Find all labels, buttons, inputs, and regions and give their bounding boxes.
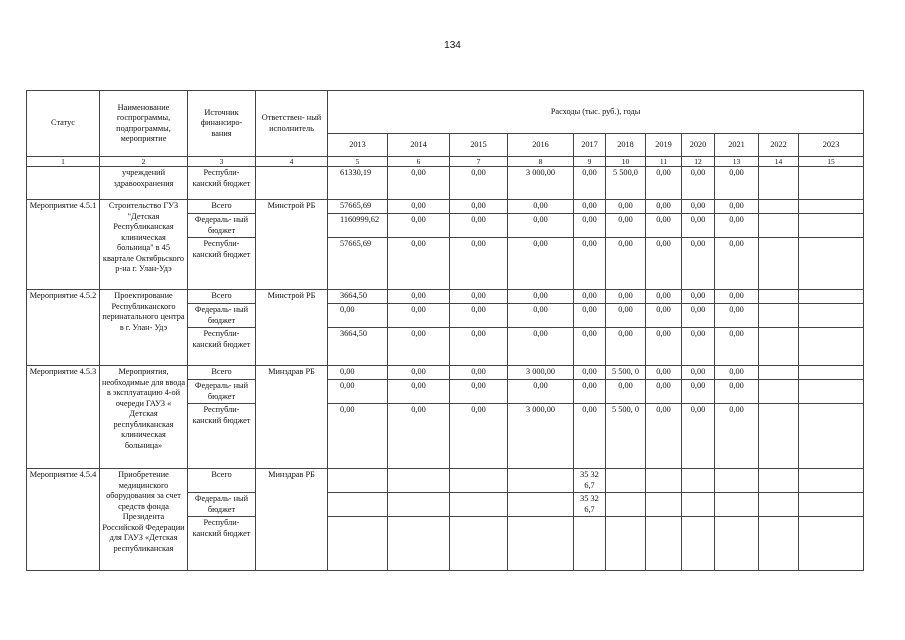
name-cell: учреждений здравоохранения [100,167,188,200]
column-number: 7 [450,157,508,167]
value-cell: 0,00 [682,214,715,238]
source-cell: Всего [188,366,256,380]
value-cell: 0,00 [646,214,682,238]
value-cell [759,200,799,214]
value-cell: 0,00 [328,380,388,404]
value-cell [715,469,759,493]
value-cell: 0,00 [715,328,759,366]
table-row [27,290,864,304]
value-cell: 0,00 [388,200,450,214]
value-cell [715,517,759,571]
value-cell [450,469,508,493]
value-cell: 0,00 [508,200,574,214]
value-cell: 35 32 6,7 [574,493,606,517]
value-cell [759,167,799,200]
value-cell: 3 000,00 [508,366,574,380]
value-cell [759,366,799,380]
column-number: 2 [100,157,188,167]
value-cell: 0,00 [715,366,759,380]
source-cell: Федераль- ный бюджет [188,493,256,517]
value-cell: 0,00 [574,200,606,214]
value-cell [759,304,799,328]
value-cell: 0,00 [450,304,508,328]
value-cell: 0,00 [574,238,606,290]
value-cell [646,517,682,571]
value-cell: 0,00 [606,200,646,214]
value-cell: 0,00 [328,404,388,469]
value-cell: 0,00 [715,404,759,469]
value-cell [328,517,388,571]
value-cell [646,469,682,493]
source-cell: Республи- канский бюджет [188,404,256,469]
value-cell: 0,00 [682,167,715,200]
value-cell: 0,00 [388,380,450,404]
page-number: 134 [444,40,461,51]
column-number: 14 [759,157,799,167]
value-cell [450,493,508,517]
value-cell [606,469,646,493]
value-cell: 0,00 [574,214,606,238]
source-cell: Всего [188,290,256,304]
header-source: Источник финансиро- вания [188,91,256,157]
status-cell: Мероприятие 4.5.4 [27,469,100,571]
value-cell: 0,00 [450,328,508,366]
value-cell [508,493,574,517]
value-cell: 0,00 [682,200,715,214]
column-numbers-row [27,157,864,167]
table-row [27,366,864,380]
value-cell: 0,00 [450,380,508,404]
source-cell: Всего [188,469,256,493]
value-cell [606,493,646,517]
column-number: 3 [188,157,256,167]
value-cell: 61330,19 [328,167,388,200]
value-cell: 0,00 [646,366,682,380]
value-cell [759,214,799,238]
value-cell: 5 500, 0 [606,404,646,469]
value-cell: 5 500,0 [606,167,646,200]
value-cell: 0,00 [450,404,508,469]
value-cell [759,380,799,404]
value-cell [450,517,508,571]
value-cell: 0,00 [508,290,574,304]
value-cell [388,493,450,517]
value-cell [682,493,715,517]
value-cell: 1160999,62 [328,214,388,238]
name-cell: Проектирование Республиканского перинатального центра в г. Улан- Удэ [100,290,188,366]
value-cell [799,493,864,517]
value-cell: 0,00 [388,366,450,380]
value-cell: 0,00 [646,290,682,304]
value-cell: 35 32 6,7 [574,469,606,493]
value-cell: 0,00 [508,304,574,328]
table-row [27,469,864,493]
column-number: 1 [27,157,100,167]
value-cell: 0,00 [574,380,606,404]
value-cell: 3 000,00 [508,404,574,469]
value-cell: 0,00 [606,290,646,304]
value-cell: 3 000,00 [508,167,574,200]
value-cell [799,517,864,571]
value-cell: 0,00 [682,366,715,380]
value-cell [799,304,864,328]
value-cell: 0,00 [388,328,450,366]
value-cell: 0,00 [646,304,682,328]
value-cell: 0,00 [388,404,450,469]
header-year: 2014 [388,134,450,157]
table-row [27,200,864,214]
header-name: Наименование госпрограммы, подпрограммы, мероприятие [100,91,188,157]
source-cell: Республи- канский бюджет [188,328,256,366]
value-cell: 0,00 [682,290,715,304]
value-cell: 57665,69 [328,200,388,214]
value-cell: 0,00 [450,167,508,200]
header-status: Статус [27,91,100,157]
header-year: 2016 [508,134,574,157]
value-cell [759,517,799,571]
header-year: 2019 [646,134,682,157]
status-cell: Мероприятие 4.5.2 [27,290,100,366]
value-cell: 0,00 [574,328,606,366]
executor-cell: Минздрав РБ [256,469,328,571]
value-cell: 0,00 [715,304,759,328]
value-cell [799,469,864,493]
value-cell [759,328,799,366]
executor-cell: Минстрой РБ [256,200,328,290]
value-cell [682,517,715,571]
value-cell: 0,00 [574,304,606,328]
value-cell: 0,00 [574,167,606,200]
column-number: 8 [508,157,574,167]
executor-cell: Минздрав РБ [256,366,328,469]
name-cell: Мероприятия, необходимые для ввода в эксплуатацию 4-ой очереди ГАУЗ « Детская республиканская клиническая больница» [100,366,188,469]
value-cell: 0,00 [646,167,682,200]
value-cell: 0,00 [450,214,508,238]
value-cell [799,366,864,380]
value-cell: 57665,69 [328,238,388,290]
source-cell: Всего [188,200,256,214]
source-cell: Федераль- ный бюджет [188,214,256,238]
value-cell: 0,00 [682,380,715,404]
value-cell [759,469,799,493]
value-cell [799,328,864,366]
value-cell: 0,00 [508,380,574,404]
value-cell: 0,00 [606,328,646,366]
value-cell [328,493,388,517]
value-cell [388,517,450,571]
value-cell: 0,00 [508,238,574,290]
name-cell: Приобретение медицинского оборудования за счет средств фонда Президента Российской Федерации для ГАУЗ «Детская республиканская [100,469,188,571]
value-cell: 3664,50 [328,290,388,304]
value-cell: 0,00 [450,366,508,380]
column-number: 11 [646,157,682,167]
value-cell: 0,00 [646,238,682,290]
value-cell [799,238,864,290]
source-cell: Федераль- ный бюджет [188,380,256,404]
column-number: 13 [715,157,759,167]
table-row [27,167,864,200]
status-cell: Мероприятие 4.5.3 [27,366,100,469]
header-year: 2020 [682,134,715,157]
value-cell [799,380,864,404]
value-cell [799,214,864,238]
value-cell [759,493,799,517]
value-cell: 0,00 [682,238,715,290]
value-cell: 0,00 [508,328,574,366]
value-cell: 0,00 [606,380,646,404]
header-year: 2023 [799,134,864,157]
value-cell: 0,00 [574,404,606,469]
value-cell: 0,00 [646,328,682,366]
header-year: 2015 [450,134,508,157]
value-cell [759,290,799,304]
value-cell [388,469,450,493]
header-year: 2022 [759,134,799,157]
header-executor: Ответствен- ный исполнитель [256,91,328,157]
value-cell: 0,00 [646,200,682,214]
value-cell: 0,00 [715,167,759,200]
column-number: 4 [256,157,328,167]
value-cell [799,290,864,304]
value-cell: 0,00 [715,214,759,238]
value-cell: 0,00 [715,380,759,404]
value-cell: 0,00 [646,380,682,404]
value-cell: 0,00 [574,290,606,304]
value-cell: 0,00 [682,304,715,328]
value-cell: 0,00 [388,238,450,290]
value-cell: 0,00 [328,304,388,328]
executor-cell [256,167,328,200]
source-cell: Федераль- ный бюджет [188,304,256,328]
value-cell [508,517,574,571]
column-number: 10 [606,157,646,167]
value-cell [574,517,606,571]
value-cell [508,469,574,493]
value-cell: 0,00 [715,200,759,214]
header-expenses: Расходы (тыс. руб.), годы [328,91,864,134]
column-number: 6 [388,157,450,167]
value-cell [799,404,864,469]
column-number: 9 [574,157,606,167]
table-body [27,167,864,571]
value-cell: 0,00 [715,238,759,290]
source-cell: Республи- канский бюджет [188,517,256,571]
value-cell: 0,00 [388,304,450,328]
value-cell: 0,00 [388,167,450,200]
value-cell: 0,00 [715,290,759,304]
header-year: 2021 [715,134,759,157]
budget-table [26,90,864,571]
column-number: 5 [328,157,388,167]
value-cell [646,493,682,517]
value-cell: 0,00 [388,214,450,238]
value-cell [799,200,864,214]
executor-cell: Минстрой РБ [256,290,328,366]
value-cell: 0,00 [606,214,646,238]
column-number: 15 [799,157,864,167]
value-cell [715,493,759,517]
value-cell: 0,00 [606,304,646,328]
value-cell [682,469,715,493]
header-year: 2017 [574,134,606,157]
value-cell: 5 500, 0 [606,366,646,380]
value-cell: 0,00 [450,200,508,214]
column-number: 12 [682,157,715,167]
value-cell [606,517,646,571]
value-cell: 0,00 [450,290,508,304]
value-cell: 0,00 [682,404,715,469]
status-cell [27,167,100,200]
value-cell [759,238,799,290]
value-cell: 0,00 [388,290,450,304]
value-cell: 0,00 [606,238,646,290]
value-cell: 0,00 [450,238,508,290]
value-cell [759,404,799,469]
header-year: 2018 [606,134,646,157]
header-year: 2013 [328,134,388,157]
source-cell: Республи- канский бюджет [188,167,256,200]
status-cell: Мероприятие 4.5.1 [27,200,100,290]
source-cell: Республи- канский бюджет [188,238,256,290]
value-cell [799,167,864,200]
name-cell: Строительство ГУЗ "Детская Республиканская клиническая больница" в 45 квартале Октябрьского р-на г. Улан-Удэ [100,200,188,290]
value-cell: 0,00 [646,404,682,469]
value-cell: 0,00 [574,366,606,380]
value-cell: 0,00 [508,214,574,238]
value-cell [328,469,388,493]
value-cell: 0,00 [328,366,388,380]
value-cell: 0,00 [682,328,715,366]
value-cell: 3664,50 [328,328,388,366]
